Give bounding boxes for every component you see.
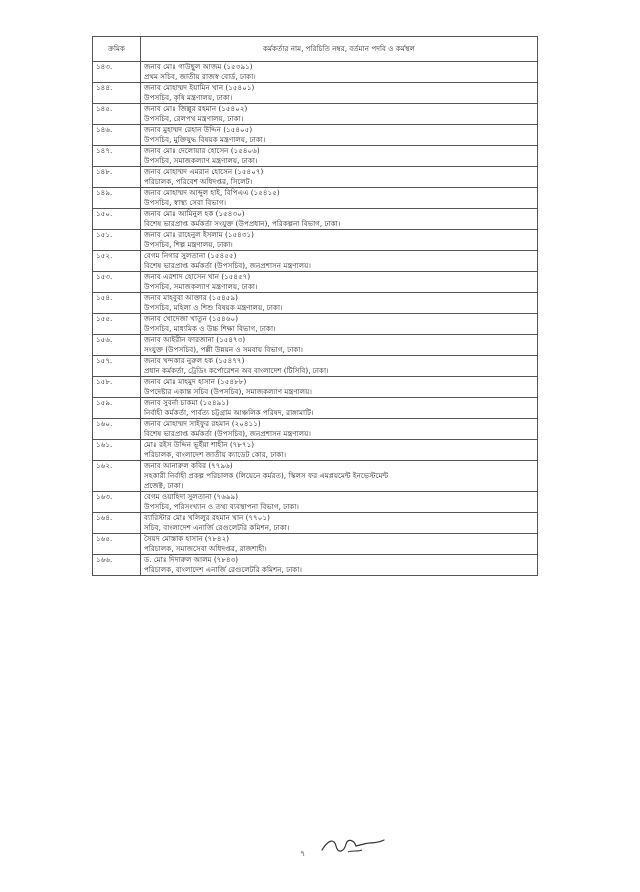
table-row [93, 230, 538, 251]
officer-post: পরিচালক, পরিবেশ অধিদপ্তর, সিলেট। [144, 177, 253, 186]
row-serial: ১৬১. [93, 440, 141, 461]
table-row [93, 251, 538, 272]
officer-name: জনাব মুহাম্মদ রেহান উদ্দিন (১৫৪০৫) [144, 125, 253, 134]
row-details [141, 314, 538, 335]
row-details [141, 293, 538, 314]
officer-post: পরিচালক, বাংলাদেশ জাতীয় ক্যাডেট কোর, ঢাকা। [144, 450, 287, 459]
row-details [141, 146, 538, 167]
row-serial: ১৫৬. [93, 335, 141, 356]
officer-name: জনাব আইরীন ফারজানা (১৫৪৭৩) [144, 335, 246, 344]
officer-post: সংযুক্ত (উপসচিব), পল্লী উন্নয়ন ও সমবায় বিভাগ, ঢাকা। [144, 345, 303, 354]
row-details [141, 230, 538, 251]
officer-post: উপসচিব, মুক্তিযুদ্ধ বিষয়ক মন্ত্রণালয়, ঢাকা। [144, 135, 266, 144]
officer-post: পরিচালক, বাংলাদেশ এনার্জি রেগুলেটরি কমিশন, ঢাকা। [144, 565, 302, 574]
officer-name: জনাব মোহাম্মদ আব্দুল হাই, বিপিএএ (১৫৪১৫) [144, 188, 280, 197]
row-details [141, 555, 538, 576]
row-details [141, 440, 538, 461]
table-row [93, 555, 538, 576]
table-row [93, 461, 538, 492]
row-details [141, 62, 538, 83]
officer-name: জনাব মোঃ গাউছুল আজম (১৫৩৯১) [144, 62, 253, 71]
row-serial: ১৬৫. [93, 534, 141, 555]
officer-post: বিশেষ ভারপ্রাপ্ত কর্মকর্তা সংযুক্ত (উপপ্রধান), পরিকল্পনা বিভাগ, ঢাকা। [144, 219, 341, 228]
officer-post: উপসচিব, সমাজকল্যাণ মন্ত্রণালয়, ঢাকা। [144, 156, 258, 165]
officer-name: সৈয়দ মোস্তাক হাসান (৭৮৪২) [144, 534, 230, 543]
table-row [93, 492, 538, 513]
row-serial: ১৫৪. [93, 293, 141, 314]
officer-post: উপসচিব, স্বাস্থ্য সেবা বিভাগ। [144, 198, 227, 207]
row-serial: ১৫৭. [93, 356, 141, 377]
row-serial: ১৬৪. [93, 513, 141, 534]
row-details [141, 83, 538, 104]
officer-name: জনাব মোঃ দেলোয়ার হোসেন (১৫৪০৬) [144, 146, 260, 155]
officer-name: জনাব মোঃ আমিনুল হক (১৫৪৩০) [144, 209, 245, 218]
table-body [93, 62, 538, 576]
officer-post: সহকারী নির্বাহী প্রকল্প পরিচালক (লিয়েনে কর্মরত), স্কিলস ফর এমপ্লয়মেন্ট ইনভেস্টমেন্ট [144, 471, 389, 480]
officer-name: জনাব মাহবুবা আক্তার (১৫৪৫৯) [144, 293, 238, 302]
table-row [93, 83, 538, 104]
row-serial: ১৫০. [93, 209, 141, 230]
row-serial: ১৪৪. [93, 83, 141, 104]
table-row [93, 356, 538, 377]
row-details [141, 398, 538, 419]
table-row [93, 209, 538, 230]
row-serial: ১৬৬. [93, 555, 141, 576]
table-row [93, 167, 538, 188]
officer-post: উপসচিব, মহিলা ও শিশু বিষয়ক মন্ত্রণালয়, ঢাকা। [144, 303, 283, 312]
row-serial: ১৬২. [93, 461, 141, 492]
row-details [141, 188, 538, 209]
officer-post: উপদেষ্টার একান্ত সচিব (উপসচিব), সমাজকল্যাণ মন্ত্রণালয়। [144, 387, 312, 396]
officer-post: বিশেষ ভারপ্রাপ্ত কর্মকর্তা (উপসচিব), জনপ্রশাসন মন্ত্রণালয়। [144, 261, 311, 270]
table-row [93, 188, 538, 209]
row-details [141, 534, 538, 555]
row-details [141, 513, 538, 534]
row-serial: ১৬০. [93, 419, 141, 440]
officer-name: জনাব খোদেজা খাতুন (১৫৪৬০) [144, 314, 238, 323]
officer-name: জনাব মোঃ জিল্লুর রহমান (১৫৪০২) [144, 104, 248, 113]
officer-name: মোঃ রইস উদ্দিন ভূইঁয়া শাহীন (৭৮৭১) [144, 440, 255, 449]
table-header-row [93, 37, 538, 62]
table-row [93, 513, 538, 534]
row-serial: ১৪৭. [93, 146, 141, 167]
row-serial: ১৪৫. [93, 104, 141, 125]
officer-name: ব্যারিস্টার মোঃ খলিলুর রহমান খান (৭৭০১) [144, 513, 270, 522]
officer-post: সচিব, বাংলাদেশ এনার্জি রেগুলেটরি কমিশন, ঢাকা। [144, 523, 290, 532]
row-details [141, 272, 538, 293]
row-details [141, 167, 538, 188]
row-serial: ১৪৮. [93, 167, 141, 188]
officer-post: উপসচিব, মাধ্যমিক ও উচ্চ শিক্ষা বিভাগ, ঢাকা। [144, 324, 276, 333]
officer-post: উপসচিব, কৃষি মন্ত্রণালয়, ঢাকা। [144, 93, 233, 102]
signature-icon [318, 830, 388, 860]
header-details: কর্মকর্তার নাম, পরিচিতি নম্বর, বর্তমান পদবি ও কর্মস্থল [141, 37, 538, 62]
table-row [93, 335, 538, 356]
row-serial: ১৪৬. [93, 125, 141, 146]
officer-post: উপসচিব, পরিসংখ্যান ও তথ্য ব্যবস্থাপনা বিভাগ, ঢাকা। [144, 502, 299, 511]
row-details [141, 251, 538, 272]
table-row [93, 104, 538, 125]
row-serial: ১৫৫. [93, 314, 141, 335]
table-row [93, 398, 538, 419]
page-footer [0, 830, 640, 870]
row-serial: ১৫৯. [93, 398, 141, 419]
table-row [93, 314, 538, 335]
officer-post: নির্বাহী কর্মকর্তা, পার্বত্য চট্টগ্রাম আঞ্চলিক পরিষদ, রাঙ্গামাটি। [144, 408, 314, 417]
officer-post: পরিচালক, সমাজসেবা অধিদপ্তর, রাজশাহী। [144, 544, 267, 553]
table-row [93, 377, 538, 398]
row-details [141, 461, 538, 492]
officer-post-continued: প্রজেক্ট, ঢাকা। [144, 481, 184, 490]
officer-name: জনাব মোঃ রাহেনুল ইসলাম (১৫৪৩১) [144, 230, 254, 239]
row-serial: ১৫২. [93, 251, 141, 272]
table-row [93, 440, 538, 461]
row-details [141, 104, 538, 125]
officer-name: জনাব মোহাম্মদ এমরান হোসেন (১৫৪০৭) [144, 167, 264, 176]
row-details [141, 356, 538, 377]
table-row [93, 125, 538, 146]
officer-post: প্রথম সচিব, জাতীয় রাজস্ব বোর্ড, ঢাকা। [144, 72, 256, 81]
officer-name: জনাব আনারুল কবির (৭৭৯৬) [144, 461, 233, 470]
officer-post: উপসচিব, শিল্প মন্ত্রণালয়, ঢাকা। [144, 240, 233, 249]
row-details [141, 335, 538, 356]
officer-name: ড. মোঃ দিদারুল আলম (৭৮৪৩) [144, 555, 239, 564]
row-serial: ১৬৩. [93, 492, 141, 513]
officer-post: বিশেষ ভারপ্রাপ্ত কর্মকর্তা (উপসচিব), জনপ্রশাসন মন্ত্রণালয়। [144, 429, 311, 438]
row-serial: ১৪৩. [93, 62, 141, 83]
officer-post: উপসচিব, সমাজকল্যাণ মন্ত্রণালয়, ঢাকা। [144, 282, 258, 291]
officer-name: জনাব মোহাম্মদ সাইফুর রহমান (২০৪১১) [144, 419, 261, 428]
officer-name: জনাব খন্দকার নুরুল হক (১৫৪৭৭) [144, 356, 245, 365]
row-serial: ১৪৯. [93, 188, 141, 209]
officer-post: উপসচিব, রেলপথ মন্ত্রণালয়, ঢাকা। [144, 114, 244, 123]
row-serial: ১৫৩. [93, 272, 141, 293]
table-row [93, 272, 538, 293]
officer-name: জনাব মোহাম্মদ ইয়ামিন খান (১৫৪০১) [144, 83, 255, 92]
table-row [93, 293, 538, 314]
officer-post: প্রধান কর্মকর্তা, ট্রেডিং কর্পোরেশন অব বাংলাদেশ (টিসিবি), ঢাকা। [144, 366, 329, 375]
table-row [93, 62, 538, 83]
row-serial: ১৫১. [93, 230, 141, 251]
row-serial: ১৫৮. [93, 377, 141, 398]
table-row [93, 419, 538, 440]
officer-roster-table [92, 36, 538, 576]
officer-name: জনাব মোঃ মাহমুদ হাসান (১৫৪৮৮) [144, 377, 247, 386]
header-serial: ক্রমিক [93, 37, 141, 62]
officer-name: বেগম ওয়াহিদা সুলতানা (৭৬৯৯) [144, 492, 239, 501]
row-details [141, 209, 538, 230]
row-details [141, 377, 538, 398]
page-number: ৭ [300, 849, 306, 858]
row-details [141, 492, 538, 513]
table-row [93, 146, 538, 167]
officer-name: জনাব এরশাদ হোসেন খান (১৫৪৫৭) [144, 272, 251, 281]
officer-name: জনাব সুবর্না চাকমা (১৫৪৯১) [144, 398, 229, 407]
row-details [141, 419, 538, 440]
officer-name: বেগম নিগার সুলতানা (১৫৪৫৫) [144, 251, 237, 260]
table-row [93, 534, 538, 555]
row-details [141, 125, 538, 146]
